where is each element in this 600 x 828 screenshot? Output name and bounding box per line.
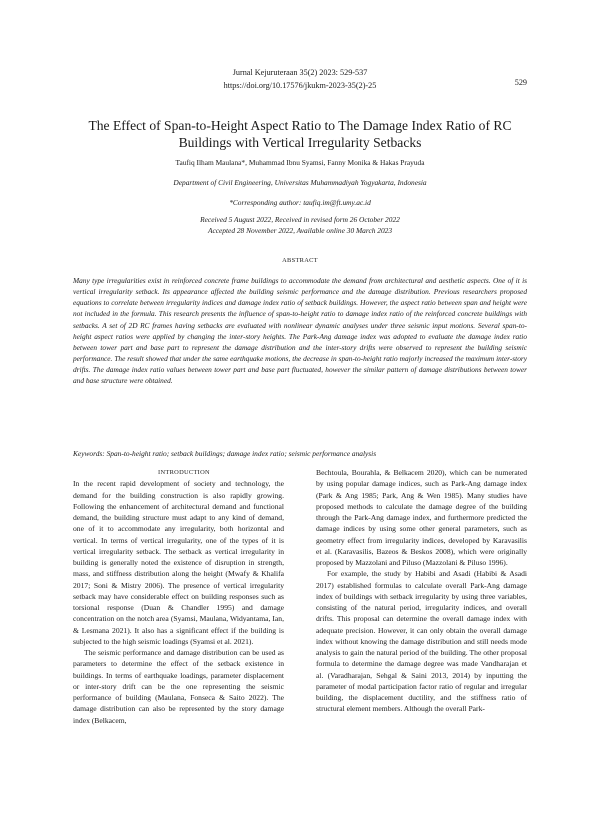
paper-title (60, 117, 540, 151)
intro-paragraph-4: For example, the study by Habibi and Asadi (Habibi & Asadi 2017) established formulas to calculate overall Park-Ang damage index of buildings with setback irregularity by using three variables, consisting of the natural period, irregularity indices, and overall drifts. This proposal can determine the overall damage index with adequate precision. However, it can only obtain the overall damage index without knowing the damage distribution and still needs mode analysis to gain the natural period of the building. The other proposal formula to determine the damage degree was made Vandharajan et al. (Varadharajan, Sehgal & Saini 2013, 2014) by inputting the parameter of modal participation factor ratio of regular and irregular building, the displacement ductility, and the stiffness ratio of structural element members. Although the overall Park- (316, 569, 527, 714)
affiliation: Department of Civil Engineering, Universitas Muhammadiyah Yogyakarta, Indonesia (173, 178, 427, 187)
author-list: Taufiq Ilham Maulana*, Muhammad Ibnu Syamsi, Fanny Monika & Hakas Prayuda (175, 158, 425, 167)
corresponding-author: *Corresponding author: taufiq.im@ft.umy.ac.id (229, 198, 371, 207)
intro-paragraph-3: Bechtoula, Bourahla, & Belkacem 2020), which can be numerated by using popular damage indices, such as Park-Ang damage index (Park & Ang 1985; Park, Ang & Wen 1985). Many studies have proposed methods to calculate the damage degree of the building through the Park-Ang damage index, and furthermore predicted the damage indices by using some other general parameters, such as geometry effect from irregularity indices, developed by Karavasilis et al. (Karavasilis, Bazeos & Beskos 2008), which were originally proposed by Mazzolani and Piluso (Mazzolani & Piluso 1996). (316, 468, 527, 567)
introduction-heading: INTRODUCTION (158, 469, 210, 476)
abstract-text: Many type irregularities exist in reinforced concrete frame buildings to accommodate the demand from architectural and aesthetic aspects. One of it is vertical irregularity setback. Its appearance affected the building seismic performance and the damage distribution. Previous researchers proposed equations to correlate between irregularity indices and damage index ratio of setback buildings. However, the aspect ratio between span and height were not included in the formula. This research presents the influence of span-to-height ratio to damage index ratio of the reinforced concrete buildings with setbacks. A set of 2D RC frames having setbacks are evaluated with nonlinear dynamic analyses under three seismic input motions. Several span-to-height aspect ratios were applied by changing the inter-story heights. The Park-Ang damage index was adopted to evaluate the damage index ratio between tower part and base part to represent the damage distribution and the inter-story drifts were observed to represent the building seismic performance. The result showed that under the same earthquake motions, the decrease in span-to-height ratio majorly increased the maximum inter-story drifts. The damage index ratio values between tower part and base part fluctuated, however the similar pattern of damage distributions between tower and base structure were obtained. (73, 276, 527, 386)
intro-paragraph-2: The seismic performance and damage distribution can be used as parameters to determine the effect of the setback existence in buildings. In terms of earthquake loadings, parameter displacement or inter-story drift can be the one representing the seismic performance of building (Maulana, Fonseca & Saito 2022). The damage distribution can also be represented by the story damage index (Belkacem, (73, 648, 284, 725)
submission-dates (0, 215, 600, 236)
intro-paragraph-1: In the recent rapid development of society and technology, the demand for the building construction is also rapidly growing. Following the enhancement of architectural demand and functional demand, the building structure must adapt to any kind of demand, one of it to accommodate any irregularity, both horizontal and vertical. In terms of vertical irregularity, one of the types of it is vertical irregularity setback. The setback as vertical irregularity in building is generally noted the existence of disruption in strength, mass, and stiffness distribution along the height (Mwafy & Khalifa 2017; Soni & Mistry 2006). The presence of vertical irregularity setback may have considerable effect on building responses such as torsional response (Duan & Chandler 1995) and damage concentration on the notch area (Syamsi, Maulana, Widyantama, Ian, & Lesmana 2021). It also has a significant effect if the building is subjected to the high seismic loadings (Syamsi et al. 2021). (73, 479, 284, 646)
keywords: Keywords: Span-to-height ratio; setback buildings; damage index ratio; seismic performance analysis (73, 449, 377, 458)
left-column (73, 467, 284, 726)
dates-received: Received 5 August 2022, Received in revised form 26 October 2022 (200, 215, 400, 224)
doi-link[interactable]: https://doi.org/10.17576/jkukm-2023-35(2)-25 (223, 81, 377, 90)
right-column (316, 467, 527, 715)
abstract-heading: ABSTRACT (282, 257, 318, 264)
title-line-2: Buildings with Vertical Irregularity Setbacks (178, 135, 422, 150)
journal-citation: Jurnal Kejuruteraan 35(2) 2023: 529-537 (232, 68, 368, 77)
dates-accepted: Accepted 28 November 2022, Available online 30 March 2023 (207, 225, 393, 235)
title-line-1: The Effect of Span-to-Height Aspect Ratio to The Damage Index Ratio of RC (88, 118, 512, 133)
page-number: 529 (514, 78, 527, 87)
